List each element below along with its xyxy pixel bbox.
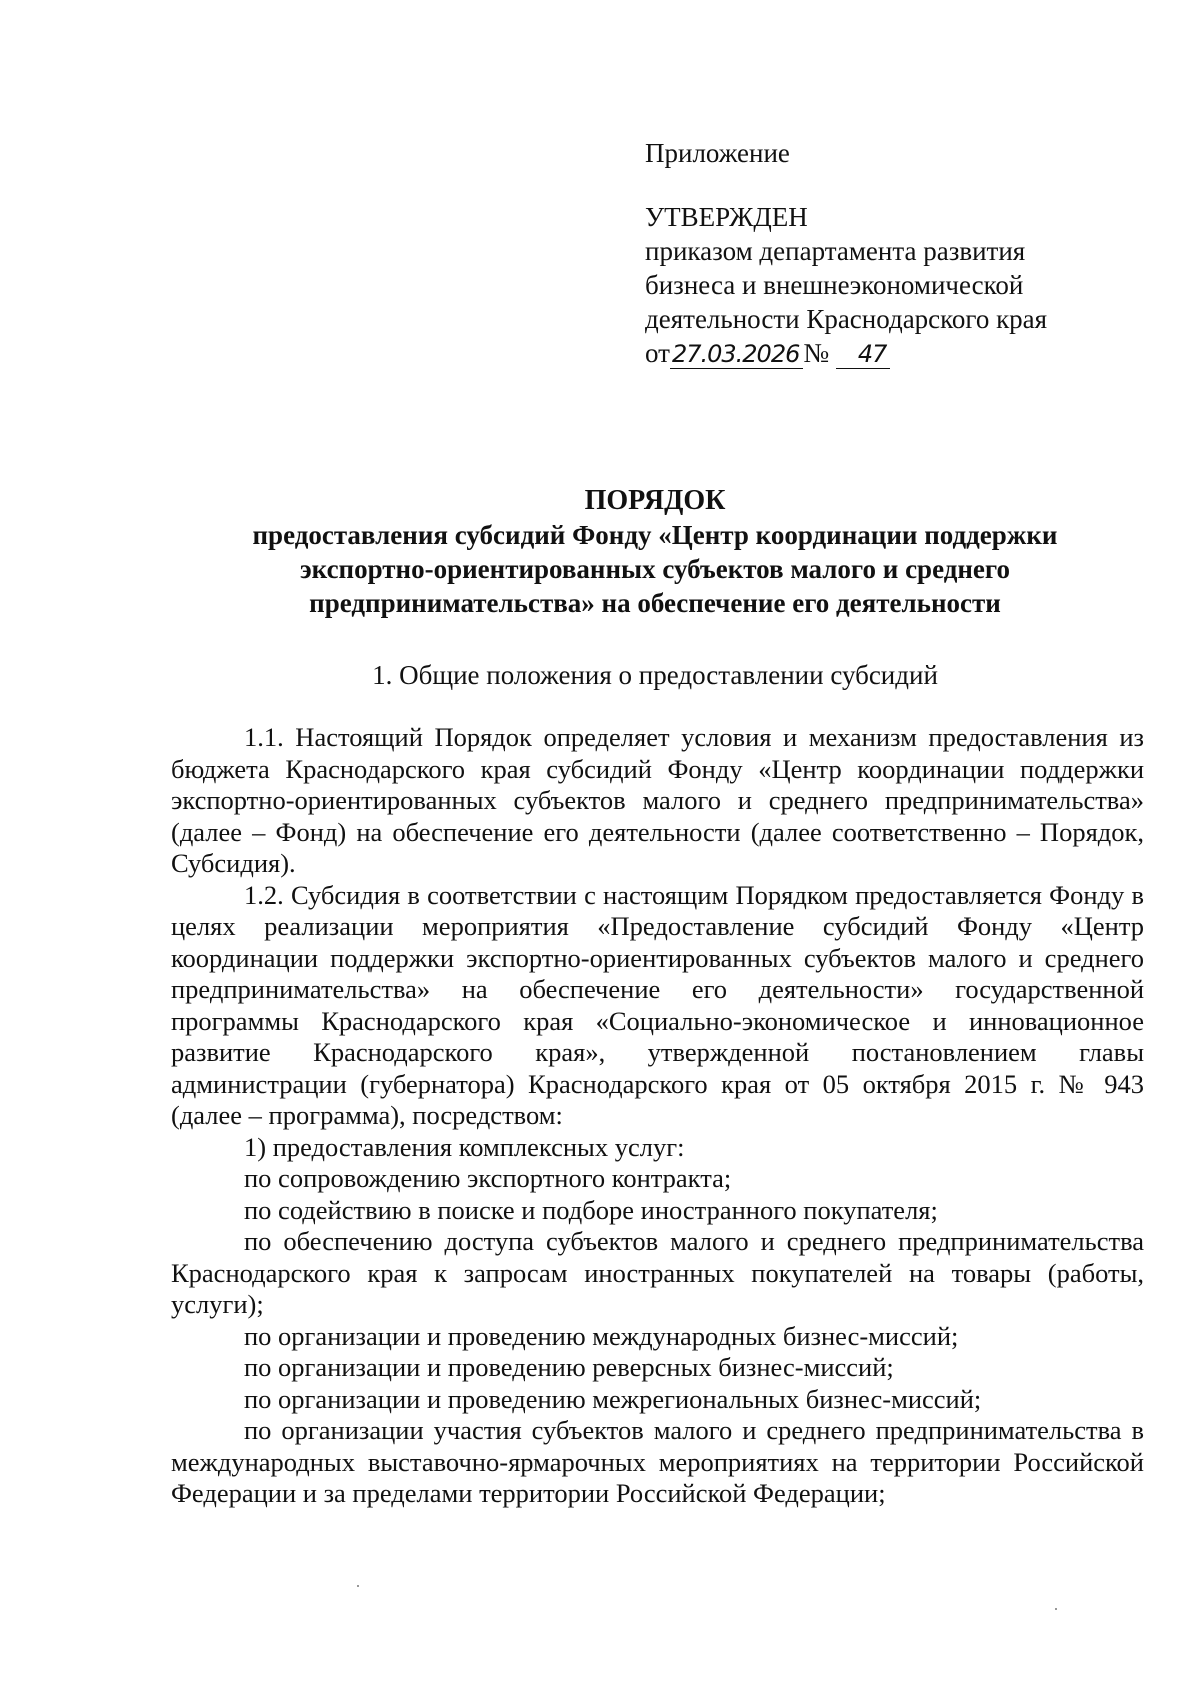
appendix-label: Приложение — [645, 138, 790, 168]
document-body — [171, 722, 1144, 1510]
approval-line-3: деятельности Краснодарского края — [645, 304, 1048, 334]
approval-line-1: приказом департамента развития — [645, 236, 1026, 266]
scan-speck — [1055, 1608, 1057, 1610]
scan-speck — [357, 1585, 359, 1587]
number-prefix: № — [803, 338, 830, 368]
list-item: по организации и проведению реверсных бизнес-миссий; — [244, 1352, 894, 1382]
list-intro: 1) предоставления комплексных услуг: — [244, 1131, 685, 1162]
approval-line-2: бизнеса и внешнеэкономической — [645, 270, 1024, 300]
title-line-3: предпринимательства» на обеспечение его деятельности — [309, 588, 1001, 618]
date-prefix: от — [645, 338, 670, 368]
title-main: ПОРЯДОК — [584, 485, 726, 516]
title-line-2: экспортно-ориентированных субъектов малого и среднего — [300, 554, 1010, 584]
handwritten-date: 27.03.2026 — [670, 340, 803, 369]
paragraph-1-2: 1.2. Субсидия в соответствии с настоящим Порядком предоставляется Фонду в целях реализации мероприятия «Предоставление субсидий Фонду «Центр координации поддержки экспортно-ориентированных субъектов малого и среднего предпринимательства» на обеспечение его деятельности» государственной программы Краснодарского края «Социально-экономическое и инновационное развитие Краснодарского края», утвержденной постановлением главы администрации (губернатора) Краснодарского края от 05 октября 2015 г. № 943 (далее – программа), посредством: — [171, 879, 1144, 1130]
section-heading: 1. Общие положения о предоставлении субсидий — [372, 660, 938, 690]
list-item: по организации и проведению международных бизнес-миссий; — [244, 1320, 959, 1351]
list-item: по сопровождению экспортного контракта; — [244, 1163, 732, 1193]
document-title — [170, 484, 1140, 620]
approval-block — [645, 136, 1105, 370]
list-item: по обеспечению доступа субъектов малого и среднего предпринимательства Краснодарского края к запросам иностранных покупателей на товары (работы, услуги); — [171, 1226, 1144, 1319]
list-item: по содействию в поиске и подборе иностранного покупателя; — [244, 1194, 938, 1225]
handwritten-number: 47 — [836, 340, 891, 369]
order-date-number — [645, 336, 1105, 370]
list-item: по организации и проведению межрегиональных бизнес-миссий; — [244, 1383, 982, 1414]
approved-label: УТВЕРЖДЕН — [645, 202, 808, 232]
paragraph-1-1: 1.1. Настоящий Порядок определяет условия и механизм предоставления из бюджета Краснодарского края субсидий Фонду «Центр координации поддержки экспортно-ориентированных субъектов малого и среднего предпринимательства» (далее – Фонд) на обеспечение его деятельности (далее соответственно – Порядок, Субсидия). — [171, 722, 1144, 878]
list-item: по организации участия субъектов малого и среднего предпринимательства в международных выставочно-ярмарочных мероприятиях на территории Российской Федерации и за пределами территории Российской Федерации; — [171, 1415, 1144, 1508]
title-line-1: предоставления субсидий Фонду «Центр координации поддержки — [252, 520, 1058, 550]
